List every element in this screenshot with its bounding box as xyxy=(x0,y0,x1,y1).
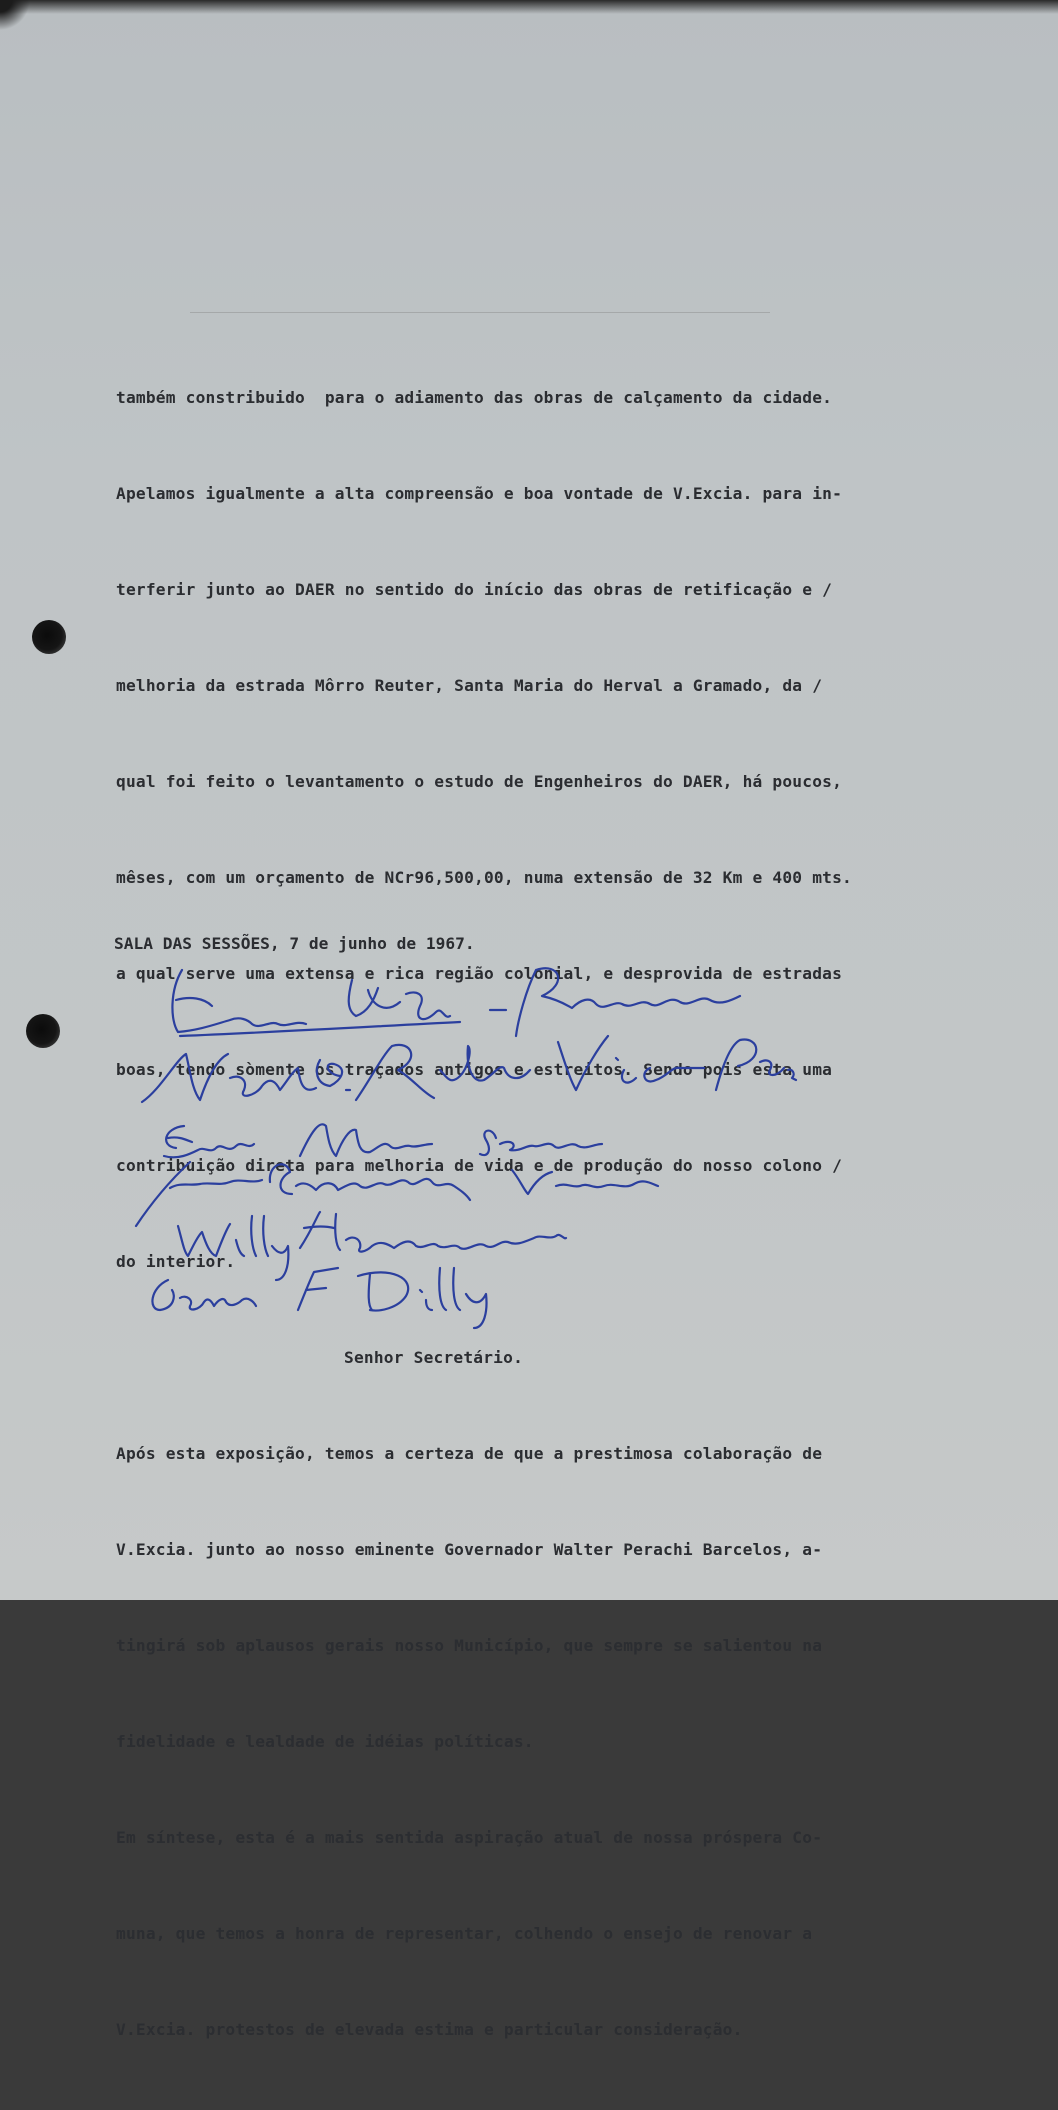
salutation: Senhor Secretário. xyxy=(344,1348,524,1367)
page-corner-shadow xyxy=(0,0,60,30)
signature-president xyxy=(172,968,740,1036)
closing-line: Após esta exposição, temos a certeza de que a prestimosa colaboração de xyxy=(116,1444,823,1463)
punch-hole xyxy=(32,620,66,654)
signature-councillor xyxy=(136,1162,658,1226)
body-line: Apelamos igualmente a alta compreensão e boa vontade de V.Excia. para in- xyxy=(116,484,843,503)
closing-line: fidelidade e lealdade de idéias políticas. xyxy=(116,1732,534,1751)
signature-member-1 xyxy=(178,1212,566,1280)
body-line: boas, tendo sòmente os traçados antigos e estreitos. Sendo pois esta uma xyxy=(116,1060,833,1079)
signature-drawing xyxy=(120,950,800,1330)
body-line: qual foi feito o levantamento o estudo de Engenheiros do DAER, há poucos, xyxy=(116,772,843,791)
punch-hole xyxy=(26,1014,60,1048)
signature-vice-president xyxy=(142,1036,796,1102)
signature-member-2 xyxy=(152,1268,486,1328)
body-line: também constribuido para o adiamento das obras de calçamento da cidade. xyxy=(116,388,833,407)
closing-line: Em síntese, esta é a mais sentida aspiração atual de nossa próspera Co- xyxy=(116,1828,823,1847)
closing-line: V.Excia. protestos de elevada estima e particular consideração. xyxy=(116,2020,743,2039)
faint-rule xyxy=(190,312,770,313)
session-date-line: SALA DAS SESSÕES, 7 de junho de 1967. xyxy=(114,934,475,953)
handwritten-signatures xyxy=(120,950,800,1330)
closing-line: muna, que temos a honra de representar, colhendo o ensejo de renovar a xyxy=(116,1924,813,1943)
body-line: melhoria da estrada Môrro Reuter, Santa Maria do Herval a Gramado, da / xyxy=(116,676,823,695)
body-line: mêses, com um orçamento de NCr96,500,00, numa extensão de 32 Km e 400 mts. xyxy=(116,868,852,887)
signature-secretary xyxy=(164,1124,602,1157)
page-top-edge xyxy=(0,0,1058,14)
body-line: a qual serve uma extensa e rica região colonial, e desprovida de estradas xyxy=(116,964,843,983)
body-line: contribuição direta para melhoria de vida e de produção do nosso colono / xyxy=(116,1156,843,1175)
closing-line: V.Excia. junto ao nosso eminente Governador Walter Perachi Barcelos, a- xyxy=(116,1540,823,1559)
closing-line: tingirá sob aplausos gerais nosso Município, que sempre se salientou na xyxy=(116,1636,823,1655)
body-line: terferir junto ao DAER no sentido do início das obras de retificação e / xyxy=(116,580,833,599)
body-line: do interior. xyxy=(116,1252,236,1271)
